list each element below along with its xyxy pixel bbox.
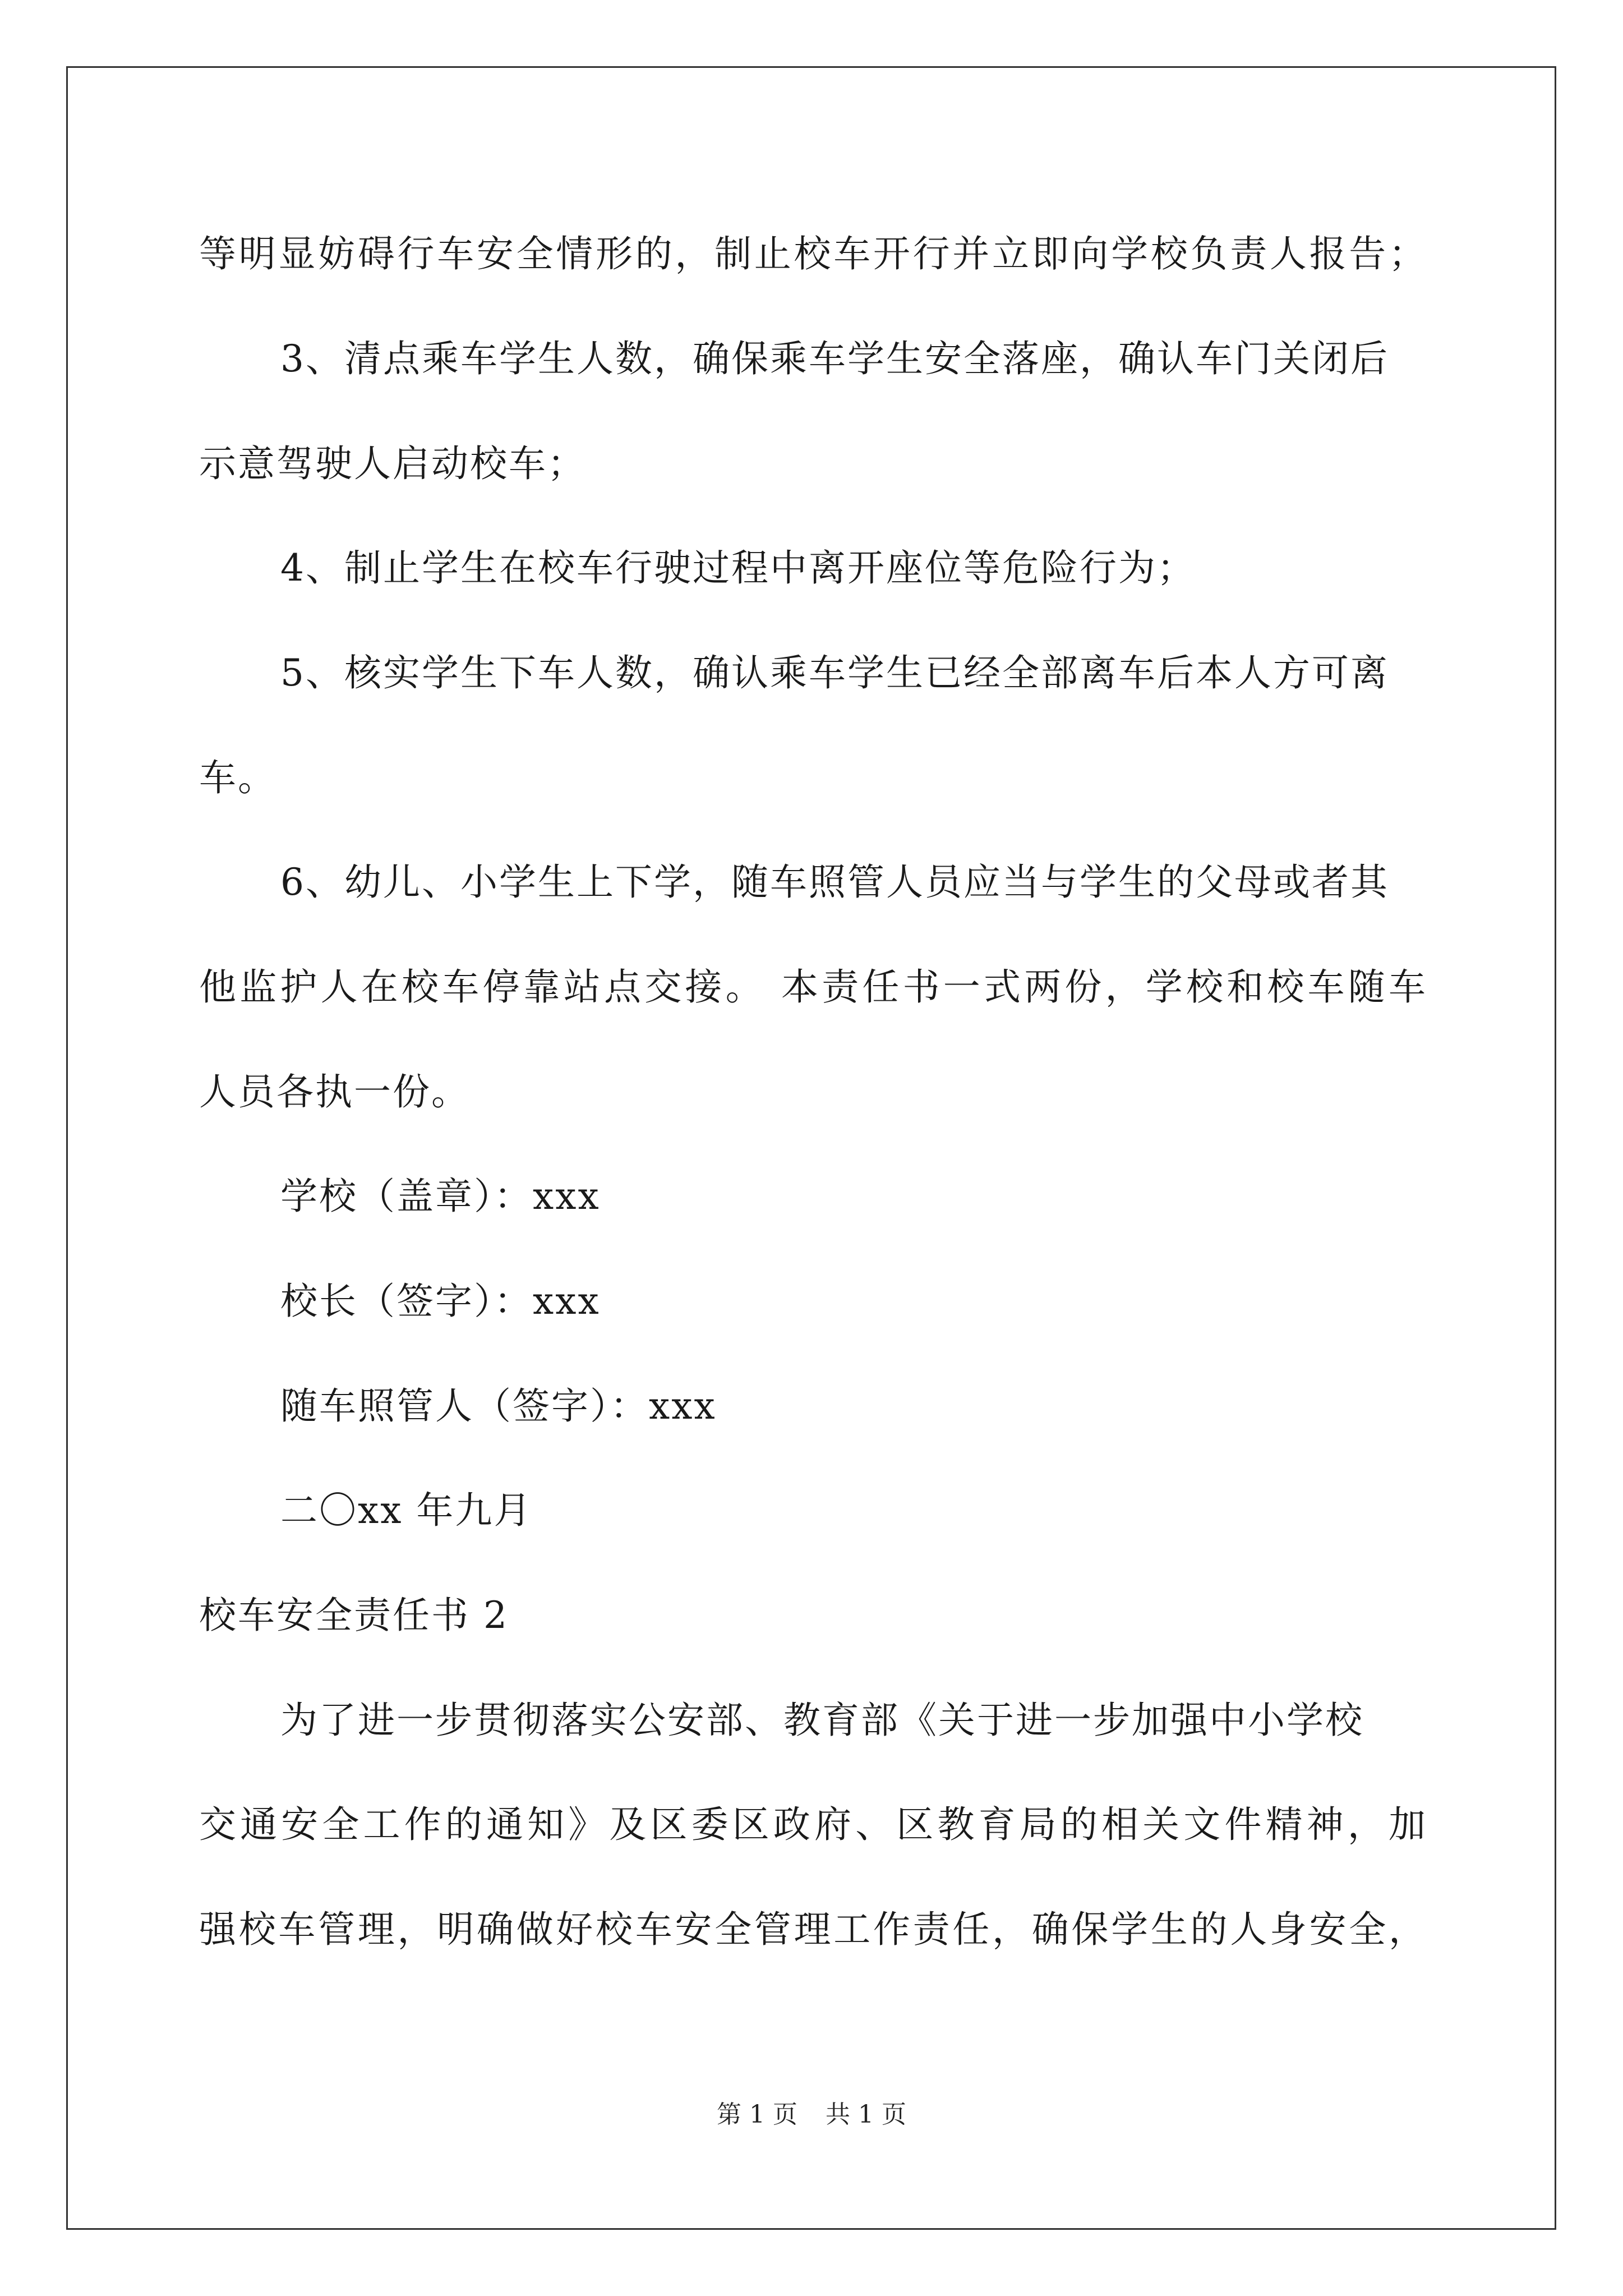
text-line-17: 强校车管理，明确做好校车安全管理工作责任，确保学生的人身安全， xyxy=(199,1908,1427,1951)
signature-principal: 校长（签字）：xxx xyxy=(280,1280,601,1323)
text-line-4: 4、制止学生在校车行驶过程中离开座位等危险行为； xyxy=(280,546,1196,590)
section-title: 校车安全责任书 2 xyxy=(199,1594,509,1637)
page-number-current: 第 1 页 xyxy=(717,2100,797,2129)
text-line-3: 示意驾驶人启动校车； xyxy=(199,442,586,485)
text-line-16: 交通安全工作的通知》及区委区政府、区教育局的相关文件精神，加 xyxy=(199,1803,1427,1846)
text-line-7: 6、幼儿、小学生上下学，随车照管人员应当与学生的父母或者其 xyxy=(280,861,1389,904)
signature-escort: 随车照管人（签字）：xxx xyxy=(280,1384,717,1428)
signature-school: 学校（盖章）：xxx xyxy=(280,1175,601,1218)
document-date: 二〇xx 年九月 xyxy=(280,1489,533,1532)
text-line-1: 等明显妨碍行车安全情形的，制止校车开行并立即向学校负责人报告； xyxy=(199,232,1427,275)
text-line-2: 3、清点乘车学生人数，确保乘车学生安全落座，确认车门关闭后 xyxy=(280,337,1389,380)
text-line-5: 5、核实学生下车人数，确认乘车学生已经全部离车后本人方可离 xyxy=(280,651,1389,694)
page-number-total: 共 1 页 xyxy=(826,2100,906,2129)
text-line-9: 人员各执一份。 xyxy=(199,1070,470,1114)
text-line-15: 为了进一步贯彻落实公安部、教育部《关于进一步加强中小学校 xyxy=(280,1699,1364,1742)
page-footer xyxy=(0,2098,1623,2132)
text-line-8: 他监护人在校车停靠站点交接。 本责任书一式两份，学校和校车随车 xyxy=(199,965,1427,1009)
text-line-6: 车。 xyxy=(199,756,276,799)
